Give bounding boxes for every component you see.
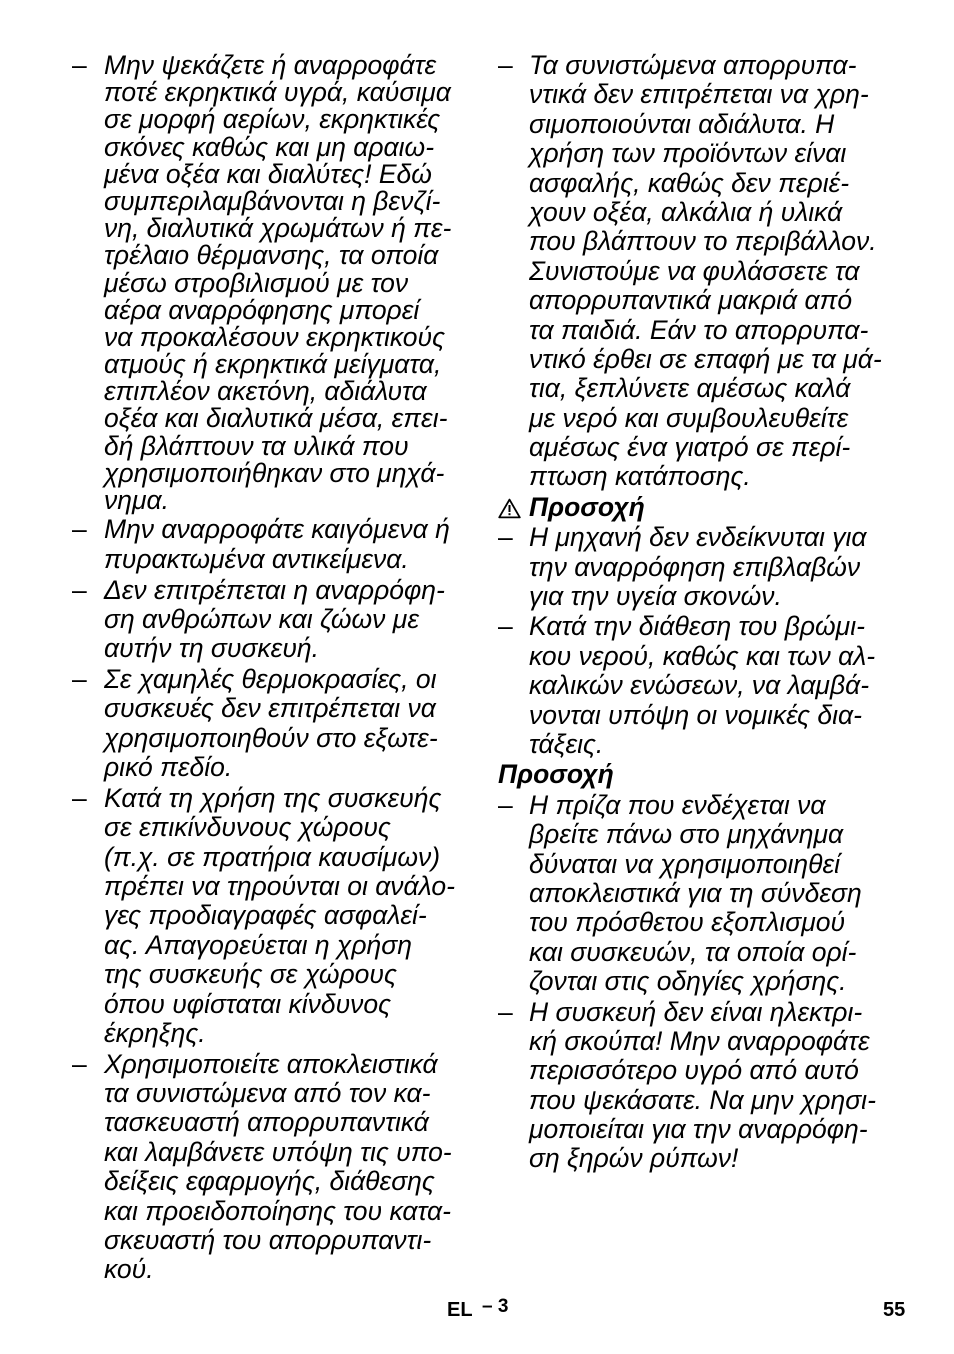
text-line: τα παιδιά. Εάν το απορρυπα-: [529, 314, 869, 345]
text-line: αμέσως ένα γιατρό σε περί-: [529, 432, 851, 463]
text-line: Μην αναρροφάτε καιγόμενα ή: [104, 514, 450, 545]
text-line: σε επικίνδυνους χώρους: [104, 812, 391, 843]
text-line: να προκαλέσουν εκρηκτικούς: [104, 321, 445, 352]
list-item: [498, 998, 918, 1174]
list-dash: –: [72, 782, 87, 813]
text-line: χουν οξέα, αλκάλια ή υλικά: [529, 196, 843, 227]
text-line: Μην ψεκάζετε ή αναρροφάτε: [104, 50, 437, 80]
text-line: Χρησιμοποιείτε αποκλειστικά: [104, 1048, 438, 1079]
text-line: και λαμβάνετε υπόψη τις υπο-: [104, 1136, 452, 1167]
list-item-text: [529, 998, 918, 1174]
text-line: Η συσκευή δεν είναι ηλεκτρι-: [529, 996, 863, 1027]
list-item: [498, 51, 918, 492]
text-line: Σε χαμηλές θερμοκρασίες, οι: [104, 664, 437, 695]
text-line: τρέλαιο θέρμανσης, τα οποία: [104, 240, 439, 271]
text-line: περισσότερο υγρό από αυτό: [529, 1055, 859, 1086]
text-line: κου νερού, καθώς και των αλ-: [529, 640, 876, 671]
text-line: που βλάπτουν το περιβάλλον.: [529, 226, 877, 257]
warning-triangle-icon: [498, 493, 529, 522]
text-line: Κατά τη χρήση της συσκευής: [104, 782, 442, 813]
text-line: ντικά δεν επιτρέπεται να χρη-: [529, 79, 869, 110]
text-line: μέσω στροβιλισμού με τον: [104, 267, 409, 298]
text-line: απορρυπαντικά μακριά από: [529, 285, 853, 316]
list-item: [72, 52, 472, 514]
text-line: ατμούς ή εκρηκτικά μείγματα,: [104, 349, 442, 380]
list-dash: –: [72, 514, 87, 545]
text-line: της συσκευής σε χώρους: [104, 959, 397, 990]
list-dash: –: [498, 611, 513, 642]
text-line: σκόνες καθώς και μη αραιω-: [104, 131, 435, 162]
text-line: ποτέ εκρηκτικά υγρά, καύσιμα: [104, 77, 451, 108]
text-line: Δεν επιτρέπεται η αναρρόφη-: [104, 574, 445, 605]
text-line: (π.χ. σε πρατήρια καυσίμων): [104, 841, 441, 872]
text-line: του πρόσθετου εξοπλισμού: [529, 907, 846, 938]
text-line: που ψεκάσατε. Να μην χρησι-: [529, 1084, 876, 1115]
list-dash: –: [498, 522, 513, 553]
text-line: ση ανθρώπων και ζώων με: [104, 603, 419, 634]
list-dash: –: [72, 664, 87, 695]
list-dash: –: [498, 789, 513, 820]
text-line: και συσκευών, τα οποία ορί-: [529, 936, 857, 967]
list-item-text: [529, 523, 918, 611]
text-line: σκευαστή του απορρυπαντι-: [104, 1225, 432, 1256]
text-line: δύναται να χρησιμοποιηθεί: [529, 848, 841, 879]
text-line: ρικό πεδίο.: [104, 752, 233, 783]
text-line: ας. Απαγορεύεται η χρήση: [104, 929, 412, 960]
text-line: χρησιμοποιηθούν στο εξωτε-: [104, 722, 438, 753]
text-line: επιπλέον ακετόνη, αδιάλυτα: [104, 376, 427, 407]
text-line: Η μηχανή δεν ενδείκνυται για: [529, 522, 867, 553]
text-line: ασφαλής, καθώς δεν περιέ-: [529, 167, 850, 198]
text-line: όπου υφίσταται κίνδυνος: [104, 988, 392, 1019]
list-item-text: [104, 665, 472, 783]
page-number: 55: [883, 1299, 906, 1321]
text-line: νημα.: [104, 485, 169, 515]
text-line: χρησιμοποιήθηκαν στο μηχά-: [104, 457, 445, 488]
text-line: αέρα αναρρόφησης μπορεί: [104, 294, 420, 325]
text-line: τα συνιστώμενα από τον κα-: [104, 1078, 431, 1109]
list-dash: –: [498, 50, 513, 80]
list-item-text: [104, 576, 472, 664]
list-item: [72, 515, 472, 574]
text-line: σιμοποιούνται αδιάλυτα. Η: [529, 108, 835, 139]
text-line: νονται υπόψη οι νομικές δια-: [529, 699, 862, 730]
text-line: γες προδιαγραφές ασφαλεί-: [104, 900, 427, 931]
caution-heading: [498, 493, 918, 522]
left-column: [72, 52, 472, 1285]
text-line: νη, διαλυτικά χρωμάτων ή πε-: [104, 213, 452, 244]
text-line: τασκευαστή απορρυπαντικά: [104, 1107, 429, 1138]
text-line: μένα οξέα και διαλύτες! Εδώ: [104, 158, 432, 189]
text-line: πρέπει να τηρούνται οι ανάλο-: [104, 871, 455, 902]
list-item: [72, 1050, 472, 1285]
text-line: Συνιστούμε να φυλάσσετε τα: [529, 255, 860, 286]
text-line: συσκευές δεν επιτρέπεται να: [104, 693, 436, 724]
right-column: [498, 51, 918, 1174]
text-line: χρήση των προϊόντων είναι: [529, 138, 847, 169]
list-dash: –: [72, 574, 87, 605]
text-line: δή βλάπτουν τα υλικά που: [104, 430, 409, 461]
caution-heading-text: Προσοχή: [498, 759, 614, 790]
list-dash: –: [498, 996, 513, 1027]
text-line: για την υγεία σκονών.: [529, 581, 782, 612]
list-item-text: [104, 52, 472, 514]
text-line: τια, ξεπλύνετε αμέσως καλά: [529, 373, 851, 404]
list-dash: –: [72, 1048, 87, 1079]
list-item: [498, 523, 918, 611]
text-line: Τα συνιστώμενα απορρυπα-: [529, 50, 857, 80]
text-line: ντικό έρθει σε επαφή με τα μά-: [529, 343, 882, 374]
text-line: αυτήν τη συσκευή.: [104, 633, 319, 664]
caution-heading-text: Προσοχή: [529, 491, 645, 522]
text-line: Κατά την διάθεση του βρώμι-: [529, 611, 865, 642]
text-line: οξέα και διαλυτικά μέσα, επει-: [104, 403, 448, 434]
text-line: μοποιείται για την αναρρόφη-: [529, 1114, 868, 1145]
text-line: την αναρρόφηση επιβλαβών: [529, 551, 861, 582]
list-item: [72, 784, 472, 1049]
text-line: Η πρίζα που ενδέχεται να: [529, 789, 826, 820]
text-line: πυρακτωμένα αντικείμενα.: [104, 543, 409, 574]
list-item: [72, 665, 472, 783]
list-item-text: [104, 784, 472, 1049]
list-item-text: [529, 612, 918, 759]
text-line: πτωση κατάποσης.: [529, 461, 751, 492]
list-item-text: [529, 51, 918, 492]
text-line: και προειδοποίησης του κατα-: [104, 1195, 451, 1226]
list-item-text: [529, 791, 918, 997]
text-line: σε μορφή αερίων, εκρηκτικές: [104, 104, 441, 135]
text-line: με νερό και συμβουλευθείτε: [529, 402, 849, 433]
text-line: δείξεις εφαρμογής, διάθεσης: [104, 1166, 435, 1197]
text-line: ση ξηρών ρύπων!: [529, 1143, 739, 1174]
list-dash: –: [72, 50, 87, 80]
text-line: ζονται στις οδηγίες χρήσης.: [529, 966, 847, 997]
footer-language-code: EL: [447, 1299, 473, 1321]
text-line: τάξεις.: [529, 728, 604, 759]
list-item: [498, 791, 918, 997]
text-line: αποκλειστικά για τη σύνδεση: [529, 877, 862, 908]
text-line: συμπεριλαμβάνονται η βενζί-: [104, 185, 441, 216]
list-item-text: [104, 515, 472, 574]
caution-heading: [498, 760, 918, 789]
text-line: καλικών ενώσεων, να λαμβά-: [529, 670, 870, 701]
text-line: έκρηξης.: [104, 1018, 206, 1049]
list-item: [498, 612, 918, 759]
list-item-text: [104, 1050, 472, 1285]
text-line: κή σκούπα! Μην αναρροφάτε: [529, 1025, 870, 1056]
text-line: βρείτε πάνω στο μηχάνημα: [529, 819, 844, 850]
text-line: κού.: [104, 1254, 154, 1285]
list-item: [72, 576, 472, 664]
footer-section-number: – 3: [482, 1296, 509, 1317]
